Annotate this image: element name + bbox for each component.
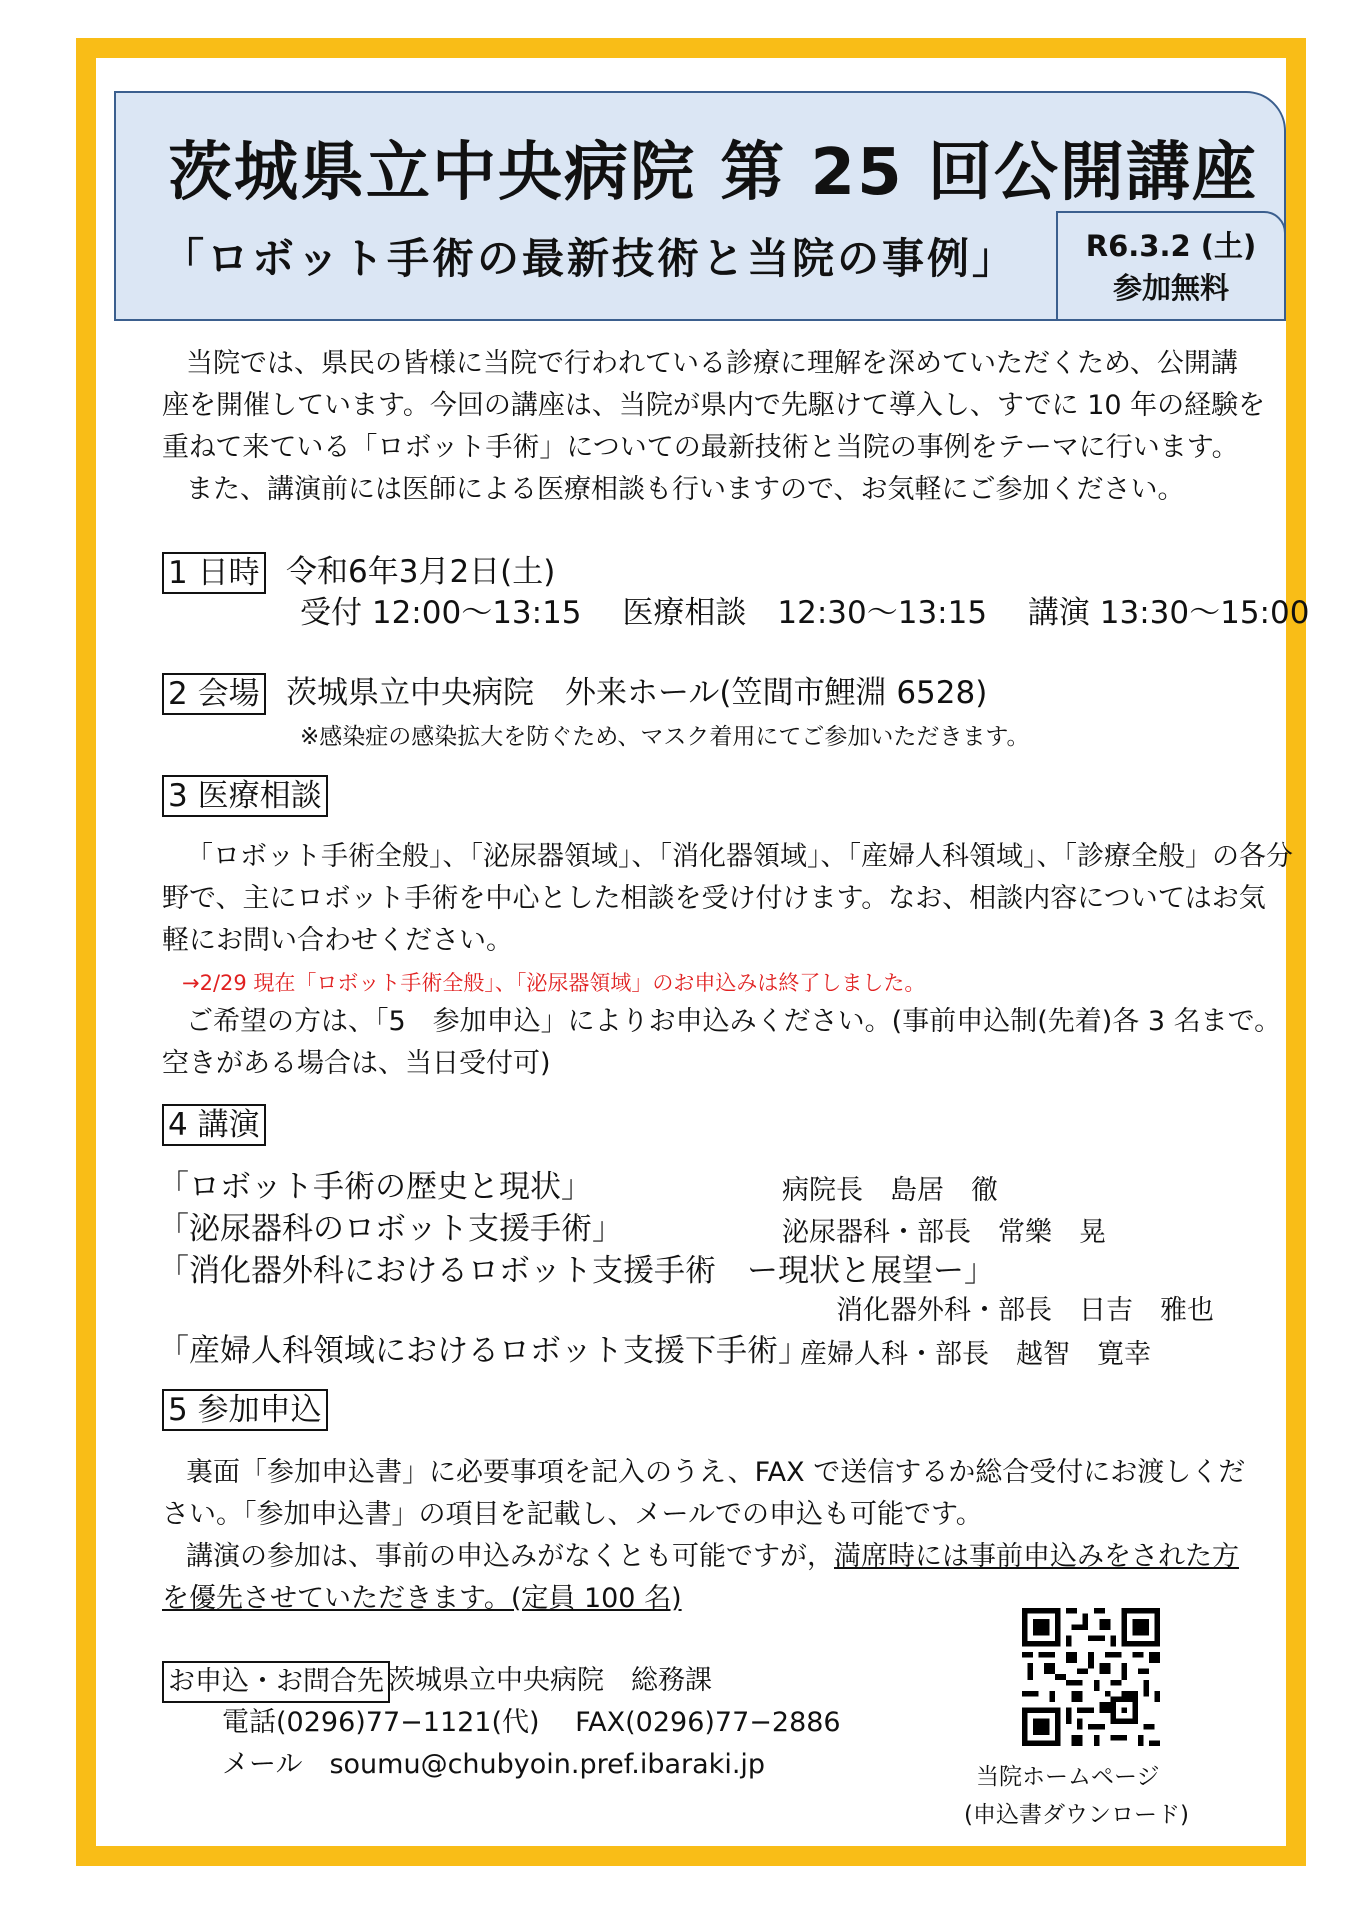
qr-caption: 当院ホームページ: [976, 1764, 1160, 1790]
lecture-title: 「消化器外科におけるロボット支援手術 ー現状と展望ー」: [158, 1253, 995, 1289]
intro-line: 重ねて来ている「ロボット手術」についての最新技術と当院の事例をテーマに行います。: [162, 432, 1239, 463]
page-title: 茨城県立中央病院 第 25 回公開講座: [168, 136, 1258, 210]
section-heading-consultation: 3 医療相談: [162, 775, 328, 817]
event-times: 受付 12:00〜13:15 医療相談 12:30〜13:15 講演 13:30〜15:00: [300, 595, 1310, 631]
qr-code[interactable]: [1022, 1608, 1160, 1746]
consult-line: 「ロボット手術全般」、「泌尿器領域」、「消化器領域」、「産婦人科領域」、「診療全般」の各分: [186, 841, 1293, 872]
section-heading-datetime: 1 日時: [162, 552, 266, 594]
page-subtitle: 「ロボット手術の最新技術と当院の事例」: [162, 234, 1018, 283]
consult-line: 軽にお問い合わせください。: [162, 925, 513, 956]
qr-caption: (申込書ダウンロード): [964, 1802, 1189, 1828]
event-date-text: 令和6年3月2日(土): [286, 554, 556, 590]
date-badge: [1056, 211, 1286, 321]
lecture-speaker: 泌尿器科・部長 常樂 晃: [782, 1217, 1106, 1248]
fee-label: 参加無料: [1112, 271, 1229, 305]
intro-line: また、講演前には医師による医療相談も行いますので、お気軽にご参加ください。: [186, 474, 1185, 505]
lecture-speaker: 消化器外科・部長 日吉 雅也: [836, 1295, 1214, 1326]
contact-email[interactable]: メール soumu@chubyoin.pref.ibaraki.jp: [222, 1749, 766, 1780]
lecture-title: 「ロボット手術の歴史と現状」: [158, 1169, 592, 1205]
event-date: R6.3.2 (土): [1085, 229, 1257, 263]
contact-phone-fax: 電話(0296)77−1121(代) FAX(0296)77−2886: [222, 1707, 841, 1738]
registration-line: さい。「参加申込書」の項目を記載し、メールでの申込も可能です。: [162, 1499, 983, 1530]
lecture-title: 「泌尿器科のロボット支援手術」: [158, 1211, 623, 1247]
consult-notice: →2/29 現在「ロボット手術全般」、「泌尿器領域」のお申込みは終了しました。: [182, 971, 926, 995]
intro-line: 当院では、県民の皆様に当院で行われている診療に理解を深めていただくため、公開講: [186, 348, 1238, 379]
intro-line: 座を開催しています。今回の講座は、当院が県内で先駆けて導入し、すでに 10 年の経験を: [162, 390, 1266, 421]
lecture-speaker: 病院長 島居 徹: [782, 1175, 998, 1206]
contact-label: お申込・お問合先: [162, 1661, 390, 1703]
venue-note: ※感染症の感染拡大を防ぐため、マスク着用にてご参加いただきます。: [300, 724, 1030, 750]
section-heading-registration: 5 参加申込: [162, 1389, 328, 1431]
consult-line: 野で、主にロボット手術を中心とした相談を受け付けます。なお、相談内容についてはお気: [162, 883, 1266, 914]
lecture-speaker: 産婦人科・部長 越智 寛幸: [800, 1339, 1151, 1370]
section-heading-venue: 2 会場: [162, 673, 266, 715]
header-panel: [114, 91, 1286, 321]
lecture-title: 「産婦人科領域におけるロボット支援下手術」: [158, 1333, 809, 1369]
contact-org: 茨城県立中央病院 総務課: [388, 1665, 712, 1696]
consult-line: 空きがある場合は、当日受付可): [162, 1048, 551, 1079]
venue-text: 茨城県立中央病院 外来ホール(笠間市鯉淵 6528): [286, 675, 988, 711]
registration-line: 講演の参加は、事前の申込みがなくとも可能ですが，満席時には事前申込みをされた方: [186, 1541, 1239, 1572]
registration-line: 裏面「参加申込書」に必要事項を記入のうえ、FAX で送信するか総合受付にお渡しくだ: [186, 1457, 1246, 1488]
section-heading-lectures: 4 講演: [162, 1104, 266, 1146]
registration-line: を優先させていただきます。(定員 100 名): [162, 1583, 682, 1614]
consult-line: ご希望の方は、「5 参加申込」によりお申込みください。(事前申込制(先着)各 3 名まで。: [186, 1006, 1282, 1037]
